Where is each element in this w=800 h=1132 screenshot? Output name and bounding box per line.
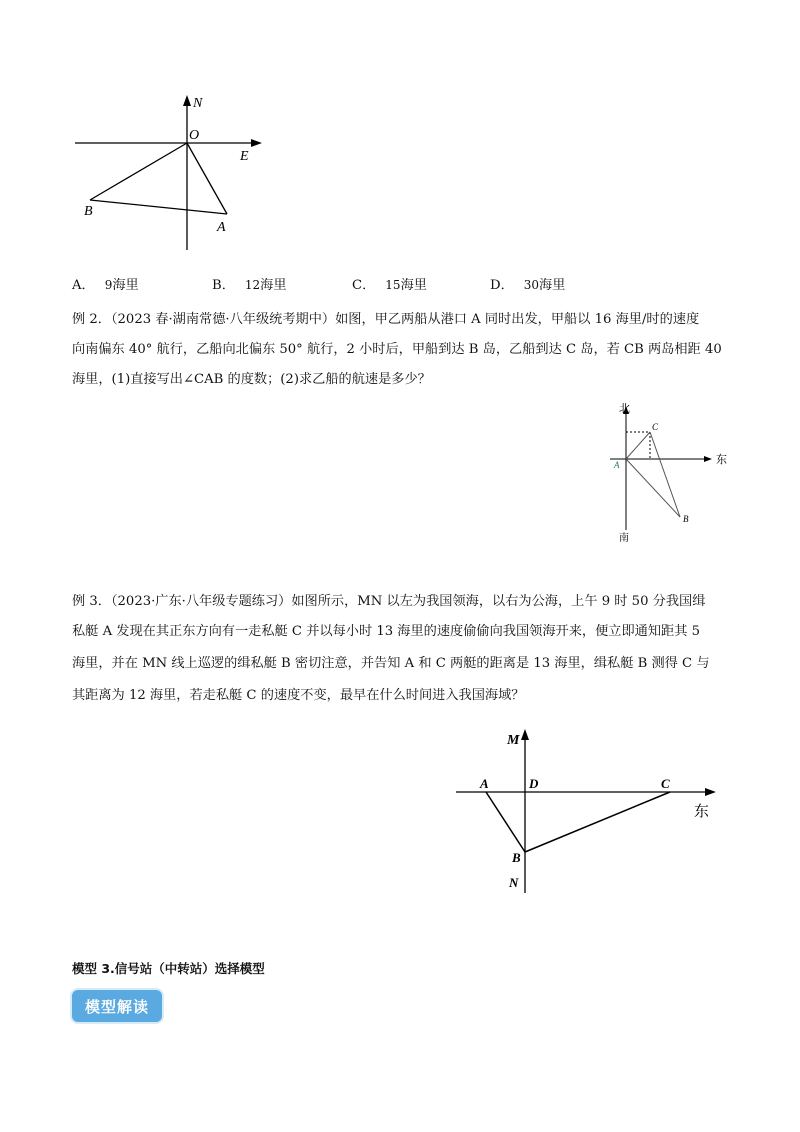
example-2-line-2: 向南偏东 40° 航行，乙船向北偏东 50° 航行，2 小时后，甲船到达 B 岛，乙船到达 C 岛，若 CB 两岛相距 40 [72,342,722,357]
example-3-line-2: 私艇 A 发现在其正东方向有一走私艇 C 并以每小时 13 海里的速度偷偷向我国领海开来，便立即通知距其 5 [72,624,700,639]
label-north: 北 [619,403,630,415]
figure-1-compass [60,88,280,258]
option-d: D． 30海里 [490,278,566,293]
label-E: E [240,149,249,164]
label-B: B [84,204,93,219]
label-A: A [480,776,489,791]
figure-3-patrol [450,720,730,900]
example-2-line-1: 例 2．（2023 春·湖南常德·八年级统考期中）如图，甲乙两船从港口 A 同时出发，甲船以 16 海里/时的速度 [72,312,700,327]
option-c: C． 15海里 [352,278,427,293]
label-A: A [614,460,620,470]
label-B: B [512,850,521,865]
option-b: B． 12海里 [212,278,287,293]
model-interpretation-badge: 模型解读 [72,990,162,1022]
label-C: C [661,776,670,791]
label-O: O [189,128,200,143]
label-east: 东 [716,454,727,466]
example-3-line-4: 其距离为 12 海里，若走私艇 C 的速度不变，最早在什么时间进入我国海域？ [72,688,525,703]
option-a: A． 9海里 [72,278,139,293]
label-N: N [509,875,519,890]
label-A: A [217,220,226,235]
label-south: 南 [619,533,629,544]
example-3-line-3: 海里，并在 MN 线上巡逻的缉私艇 B 密切注意，并告知 A 和 C 两艇的距离是 13 海里，缉私艇 B 测得 C 与 [72,656,710,671]
label-B: B [683,514,689,524]
figure-2-ships [605,395,745,545]
label-C: C [652,422,659,432]
label-N: N [193,96,203,111]
example-3-line-1: 例 3．（2023·广东·八年级专题练习）如图所示，MN 以左为我国领海，以右为公海，上午 9 时 50 分我国缉 [72,594,706,609]
model-3-heading: 模型 3.信号站（中转站）选择模型 [72,961,265,976]
label-east: 东 [694,804,710,820]
label-D: D [529,776,539,791]
example-2-line-3: 海里，(1)直接写出∠CAB 的度数；(2)求乙船的航速是多少？ [72,372,431,387]
label-M: M [507,733,520,748]
